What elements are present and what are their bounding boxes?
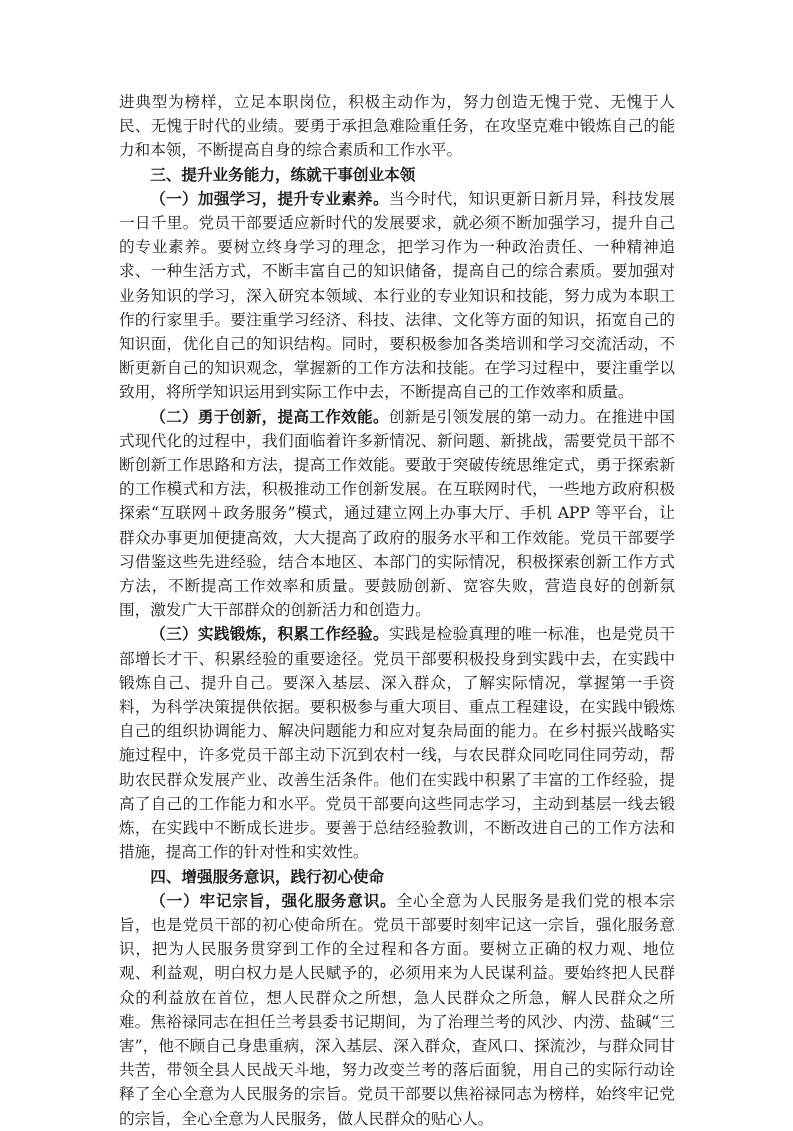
paragraph-practice-body: 实践是检验真理的唯一标准，也是党员干部增长才干、积累经验的重要途径。党员干部要积极投身到实践中去，在实践中锻炼自己、提升自己。要深入基层、深入群众，了解实际情况，掌握第一手资料，为科学决策提供依据。要积极参与重大项目、重点工程建设，在实践中锻炼自己的组织协调能力、解决问题能力和应对复杂局面的能力。在乡村振兴战略实施过程中，许多党员干部主动下沉到农村一线，与农民群众同吃同住同劳动，帮助农民群众发展产业、改善生活条件。他们在实践中积累了丰富的工作经验，提高了自己的工作能力和水平。党员干部要向这些同志学习，主动到基层一线去锻炼，在实践中不断成长进步。要善于总结经验教训，不断改进自己的工作方法和措施，提高工作的针对性和实效性。 [119,625,675,862]
paragraph-study [119,187,675,405]
paragraph-service [119,889,675,1131]
paragraph-service-body: 全心全意为人民服务是我们党的根本宗旨，也是党员干部的初心使命所在。党员干部要时刻牢记这一宗旨，强化服务意识，把为人民服务贯穿到工作的全过程和各方面。要树立正确的权力观、地位观、利益观，明白权力是人民赋予的，必须用来为人民谋利益。要始终把人民群众的利益放在首位，想人民群众之所想，急人民群众之所急，解人民群众之所难。焦裕禄同志在担任兰考县委书记期间，为了治理兰考的风沙、内涝、盐碱“三害”，他不顾自己身患重病，深入基层、深入群众，查风口、探流沙，与群众同甘共苦，带领全县人民战天斗地，努力改变兰考的落后面貌，用自己的实际行动诠释了全心全意为人民服务的宗旨。党员干部要以焦裕禄同志为榜样，始终牢记党的宗旨，全心全意为人民服务，做人民群众的贴心人。 [119,891,675,1128]
document-body [119,90,675,1131]
paragraph-practice-lead: （三）实践锻炼，积累工作经验。 [150,624,389,644]
paragraph-continuation: 进典型为榜样，立足本职岗位，积极主动作为，努力创造无愧于党、无愧于人民、无愧于时代的业绩。要勇于承担急难险重任务，在攻坚克难中锻炼自己的能力和本领，不断提高自身的综合素质和工作水平。 [119,93,675,160]
paragraph-service-lead: （一）牢记宗旨，强化服务意识。 [150,890,397,910]
paragraph-innovation-body: 创新是引领发展的第一动力。在推进中国式现代化的过程中，我们面临着许多新情况、新问题、新挑战，需要党员干部不断创新工作思路和方法，提高工作效能。要敢于突破传统思维定式，勇于探索新的工作模式和方法，积极推动工作创新发展。在互联网时代，一些地方政府积极探索“互联网＋政务服务”模式，通过建立网上办事大厅、手机 APP 等平台，让群众办事更加便捷高效，大大提高了政府的服务水平和工作效能。党员干部要学习借鉴这些先进经验，结合本地区、本部门的实际情况，积极探索创新工作方式方法，不断提高工作效率和质量。要鼓励创新、宽容失败，营造良好的创新氛围，激发广大干部群众的创新活力和创造力。 [119,407,675,620]
paragraph-study-lead: （一）加强学习，提升专业素养。 [150,188,389,208]
section-heading-3: 三、提升业务能力，练就干事创业本领 [150,164,416,184]
paragraph-practice [119,622,675,864]
paragraph-innovation-lead: （二）勇于创新，提高工作效能。 [150,406,389,426]
paragraph-innovation [119,405,675,623]
paragraph-study-body: 当今时代，知识更新日新月异，科技发展一日千里。党员干部要适应新时代的发展要求，就必须不断加强学习，提升自己的专业素养。要树立终身学习的理念，把学习作为一种政治责任、一种精神追求、一种生活方式，不断丰富自己的知识储备，提高自己的综合素质。要加强对业务知识的学习，深入研究本领域、本行业的专业知识和技能，努力成为本职工作的行家里手。要注重学习经济、科技、法律、文化等方面的知识，拓宽自己的知识面，优化自己的知识结构。同时，要积极参加各类培训和学习交流活动，不断更新自己的知识观念，掌握新的工作方法和技能。在学习过程中，要注重学以致用，将所学知识运用到实际工作中去，不断提高自己的工作效率和质量。 [119,189,675,402]
section-heading-4: 四、增强服务意识，践行初心使命 [150,866,385,886]
